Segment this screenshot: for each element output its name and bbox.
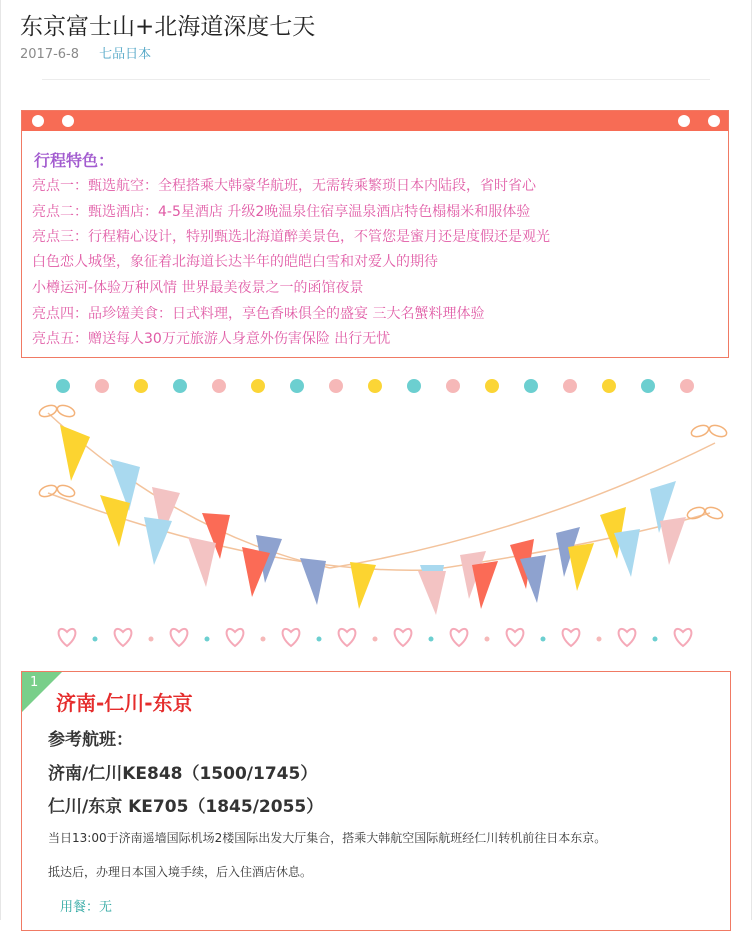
article-date: 2017-6-8 xyxy=(20,47,80,62)
bunting-flag-icon xyxy=(568,543,594,591)
day-number-badge: 1 xyxy=(30,675,39,690)
features-heading: 行程特色： xyxy=(34,151,115,170)
garland-dot-icon xyxy=(329,379,343,393)
feature-line: 亮点五：赠送每人30万元旅游人身意外伤害保险 出行无忧 xyxy=(32,331,391,347)
garland-dot-icon xyxy=(149,637,154,642)
bunting-flag-icon xyxy=(188,537,216,587)
bunting-flag-icon xyxy=(300,558,326,605)
bow-icon xyxy=(38,403,728,521)
bunting-flag-icon xyxy=(60,425,90,481)
garland-dot-icon xyxy=(653,637,658,642)
garland-dot-icon xyxy=(290,379,304,393)
day-1-card xyxy=(21,671,731,931)
header-divider xyxy=(42,79,710,80)
bunting-flag-icon xyxy=(472,561,498,609)
day-description: 抵达后，办理日本国入境手续，后入住酒店休息。 xyxy=(48,865,313,879)
card-header-bar xyxy=(22,111,728,131)
bunting-flag-icon xyxy=(660,517,686,565)
feature-line: 亮点二：甄选酒店：4-5星酒店 升级2晚温泉住宿享温泉酒店特色榻榻米和服体验 xyxy=(32,204,531,220)
header-dot-icon xyxy=(62,115,74,127)
heart-icon xyxy=(59,629,76,646)
header-dot-icon xyxy=(708,115,720,127)
garland-dot-icon xyxy=(205,637,210,642)
garland-dot-icon xyxy=(56,379,70,393)
bunting-flag-icon xyxy=(350,562,376,609)
heart-icon xyxy=(675,629,692,646)
heart-icon xyxy=(563,629,580,646)
garland-dot-icon xyxy=(95,379,109,393)
feature-line: 白色恋人城堡，象征着北海道长达半年的皑皑白雪和对爱人的期待 xyxy=(32,254,438,270)
bunting-flags xyxy=(60,425,686,615)
garland-dot-icon xyxy=(563,379,577,393)
heart-icon xyxy=(507,629,524,646)
feature-line: 亮点四：品珍馐美食：日式料理，享色香味俱全的盛宴 三大名蟹料理体验 xyxy=(32,306,485,322)
heart-garland xyxy=(59,629,692,646)
bunting-flag-icon xyxy=(144,517,172,565)
garland-dot-icon xyxy=(93,637,98,642)
garland-dot-icon xyxy=(407,379,421,393)
garland-dot-icon xyxy=(261,637,266,642)
flight-info: 仁川/东京 KE705（1845/2055） xyxy=(48,797,324,817)
heart-icon xyxy=(283,629,300,646)
garland-dot-icon xyxy=(134,379,148,393)
heart-icon xyxy=(339,629,356,646)
heart-icon xyxy=(115,629,132,646)
feature-line: 亮点三：行程精心设计，特别甄选北海道醉美景色，不管您是蜜月还是度假还是观光 xyxy=(32,229,550,245)
header-dot-icon xyxy=(32,115,44,127)
day-title: 济南-仁川-东京 xyxy=(56,691,193,715)
heart-icon xyxy=(227,629,244,646)
heart-icon xyxy=(451,629,468,646)
feature-line: 小樽运河-体验万种风情 世界最美夜景之一的函馆夜景 xyxy=(32,280,364,296)
garland-dot-icon xyxy=(602,379,616,393)
garland-dot-icon xyxy=(485,379,499,393)
article-meta xyxy=(20,43,151,62)
bunting-flag-icon xyxy=(418,571,446,615)
features-card xyxy=(21,110,729,358)
bunting-flag-icon xyxy=(100,495,130,547)
garland-dot-icon xyxy=(368,379,382,393)
heart-icon xyxy=(395,629,412,646)
garland-dot-icon xyxy=(373,637,378,642)
garland-dot-icon xyxy=(597,637,602,642)
heart-icon xyxy=(619,629,636,646)
dot-garland xyxy=(56,379,694,393)
garland-dot-icon xyxy=(641,379,655,393)
garland-dot-icon xyxy=(429,637,434,642)
garland-dot-icon xyxy=(317,637,322,642)
feature-line: 亮点一：甄选航空：全程搭乘大韩豪华航班，无需转乘繁琐日本内陆段，省时省心 xyxy=(32,178,536,194)
garland-dot-icon xyxy=(446,379,460,393)
meal-info: 用餐：无 xyxy=(60,900,113,915)
article-title: 东京富士山+北海道深度七天 xyxy=(20,14,316,40)
garland-dot-icon xyxy=(485,637,490,642)
garland-dot-icon xyxy=(173,379,187,393)
flight-heading: 参考航班： xyxy=(48,730,133,750)
heart-icon xyxy=(171,629,188,646)
garland-dot-icon xyxy=(212,379,226,393)
day-description: 当日13:00于济南遥墙国际机场2楼国际出发大厅集合，搭乘大韩航空国际航班经仁川转机前往日本东京。 xyxy=(48,831,607,845)
garland-dot-icon xyxy=(541,637,546,642)
article-author-link[interactable]: 七品日本 xyxy=(99,47,152,62)
garland-dot-icon xyxy=(251,379,265,393)
frame-left-border xyxy=(0,0,1,920)
garland-dot-icon xyxy=(524,379,538,393)
garland-dot-icon xyxy=(680,379,694,393)
bunting-decoration xyxy=(20,365,732,665)
flight-info: 济南/仁川KE848（1500/1745） xyxy=(48,764,318,784)
header-dot-icon xyxy=(678,115,690,127)
